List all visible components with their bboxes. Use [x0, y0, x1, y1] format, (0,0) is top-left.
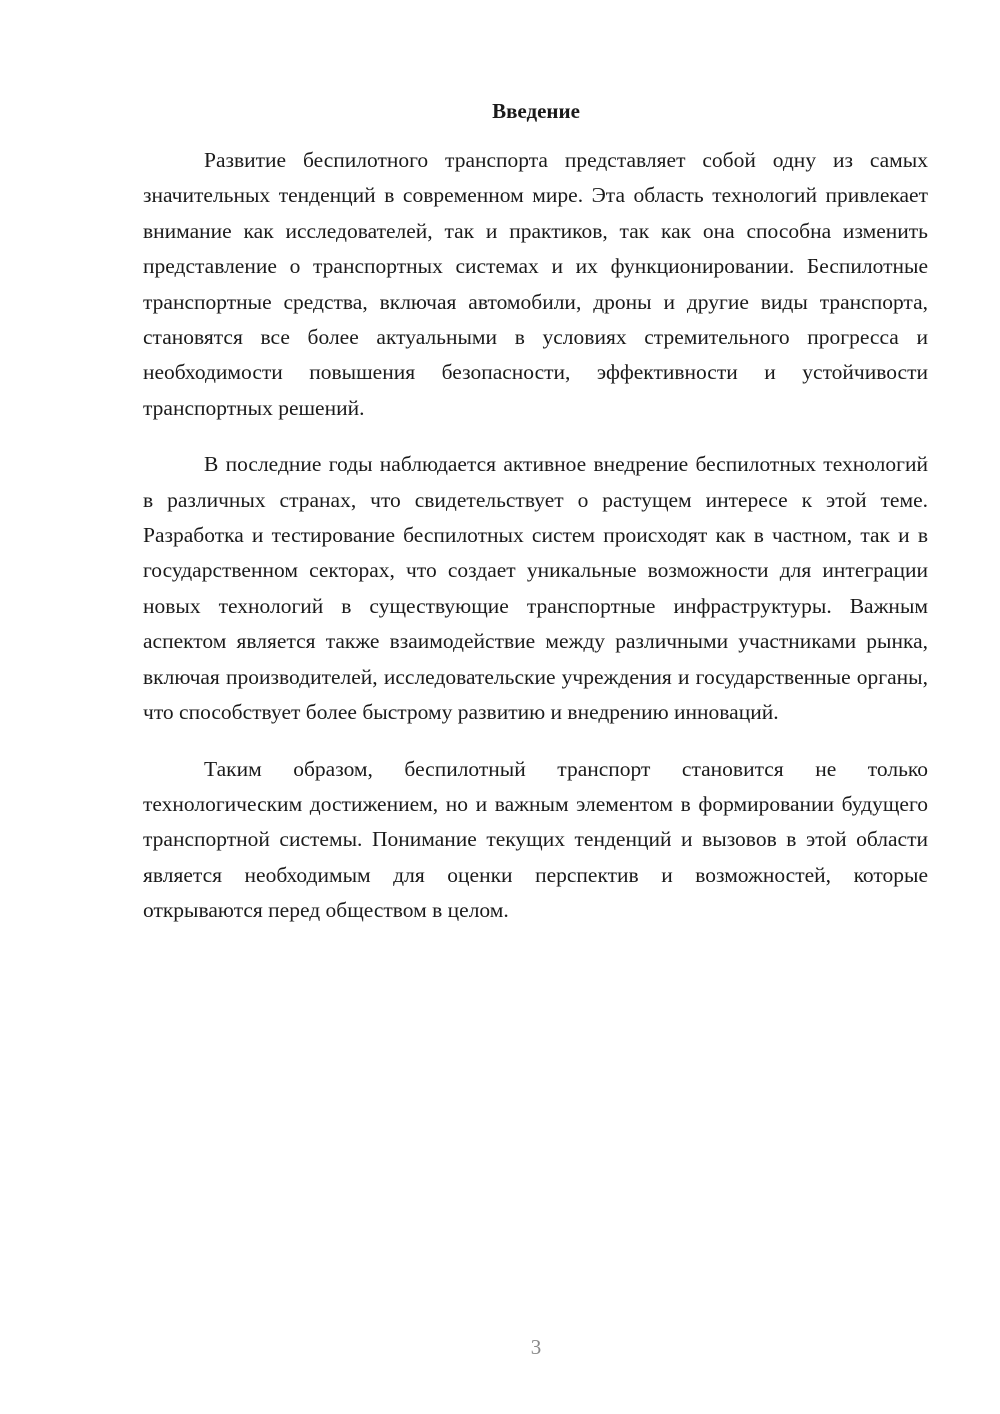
- body-text: [143, 143, 928, 950]
- paragraph-1: Развитие беспилотного транспорта представляет собой одну из самых значительных тенденций в современном мире. Эта область технологий привлекает внимание как исследователей, так и практиков, так как она способна изменить представление о транспортных системах и их функционировании. Беспилотные транспортные средства, включая автомобили, дроны и другие виды транспорта, становятся все более актуальными в условиях стремительного прогресса и необходимости повышения безопасности, эффективности и устойчивости транспортных решений.: [143, 148, 928, 420]
- section-heading: Введение: [492, 99, 580, 123]
- page-number: 3: [530, 1335, 542, 1359]
- paragraph-3: Таким образом, беспилотный транспорт становится не только технологическим достижением, но и важным элементом в формировании будущего транспортной системы. Понимание текущих тенденций и вызовов в этой области является необходимым для оценки перспектив и возможностей, которые открываются перед обществом в целом.: [143, 756, 928, 923]
- paragraph-2: В последние годы наблюдается активное внедрение беспилотных технологий в различных странах, что свидетельствует о растущем интересе к этой теме. Разработка и тестирование беспилотных систем происходят как в частном, так и в государственном секторах, что создает уникальные возможности для интеграции новых технологий в существующие транспортные инфраструктуры. Важным аспектом является также взаимодействие между различными участниками рынка, включая производителей, исследовательские учреждения и государственные органы, что способствует более быстрому развитию и внедрению инноваций.: [143, 452, 928, 725]
